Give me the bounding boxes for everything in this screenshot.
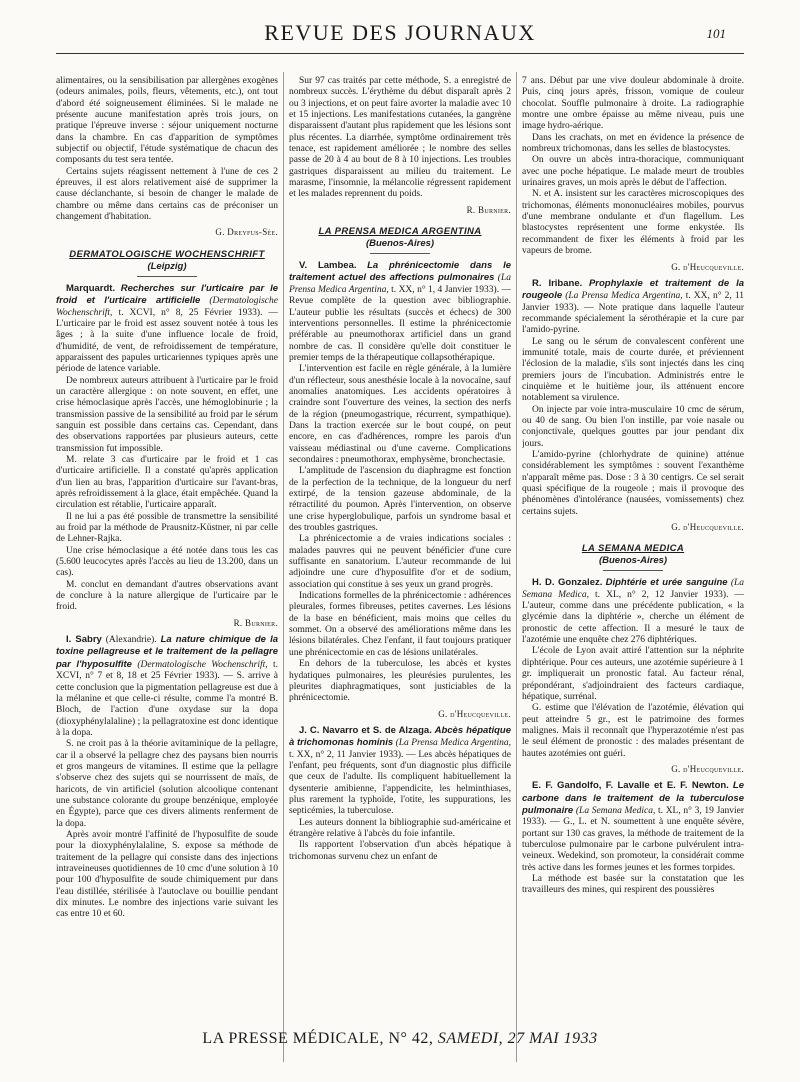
paragraph: 7 ans. Début par une vive douleur abdominale à droite. Puis, cinq jours après, frisson, vomique de couleur chocolat. Souffle pulmonaire à droite. La radiographie montre une ombre épaisse au même niveau, puis une image hydro-aérique. (522, 76, 744, 132)
journal-title: LA SEMANA MEDICA (581, 543, 685, 555)
journal-heading (289, 226, 511, 254)
paragraph: Ils rapportent l'observation d'un abcès hépatique à trichomonas survenu chez un enfant de (289, 840, 511, 862)
article-abstract (56, 634, 278, 739)
article-author: Marquardt. (66, 282, 116, 294)
paragraph: alimentaires, ou la sensibilisation par allergènes exogènes (odeurs animales, poils, fleurs, vêtements, etc.), ont tout d'abord été soigneusement éliminées. Si le malade ne présente aucune manifestation après trois jours, on pratique l'épreuve inverse : séjour uniquement nocturne dans la chambre. En cas d'apparition de symptômes subjectif ou objectif, l'étude systématique de chacun des composants du test sera tentée. (56, 76, 278, 166)
article-source: (La Semana Medica, (522, 578, 744, 600)
paragraph: Il ne lui a pas été possible de transmettre la sensibilité au froid par la méthode de Prausnitz-Küstner, ni par celle de Lehner-Rajka. (56, 511, 278, 545)
article-title: Abcès hépatique à trichomonas hominis (289, 724, 511, 749)
article-title: Prophylaxie et traitement de la rougeole (522, 277, 744, 302)
paragraph: S. ne croit pas à la théorie avitaminique de la pellagre, car il a observé la pellagre chez des paysans bien nourris et gros mangeurs de vitamines. Il estime que la pellagre s'observe chez des sujets qui se nourrissent de maïs, de haricots, de vin artificiel (solution alcoolique contenant une substance colorante du groupe benzénique, employée en Égypte), parce que ces divers aliments renferment de la dopa. (56, 739, 278, 829)
column-divider (516, 72, 517, 1062)
page-number: 101 (706, 26, 726, 41)
page-header-title: REVUE DES JOURNAUX (264, 20, 536, 45)
paragraph: L'amplitude de l'ascension du diaphragme est fonction de la perfection de la technique, de la longueur du nerf extirpé, de la tension gazeuse abdominale, de la rétractilité du poumon. Après l'intervention, on observe une crise hyperglobulique, parfois un syndrome basal et des troubles gastriques. (289, 466, 511, 534)
journal-city: (Buenos-Aires) (598, 555, 668, 567)
journal-heading (522, 543, 744, 571)
article-body: t. XL, n° 2, 12 Janvier 1933). — L'auteur, comme dans une précédente publication, « la glycémie dans la diphtérie », cherche un élément de pronostic de cette affection. Il a mesuré le taux de l'azotémie une enquête chez 276 diphtériques. (522, 589, 744, 646)
article-title: Diphtérie et urée sanguine (605, 577, 728, 589)
author-signature: R. Burnier. (466, 204, 511, 215)
text-column-2 (289, 76, 511, 1061)
section-rule (603, 570, 663, 571)
article-abstract (522, 780, 744, 874)
journal-city: (Buenos-Aires) (365, 238, 435, 250)
article-body: t. XCVI, n° 8, 25 Février 1933). — L'urticaire par le froid est assez souvent notée à tous les âges ; à la suite d'une influence locale de froid, d'humidité, de vent, de refroidissement de température, apparaissent des papules urticariennes typiques après une période de latence variable. (56, 307, 278, 375)
paragraph: La phrénicectomie a de vraies indications sociales : malades pauvres qui ne peuvent bénéficier d'une cure suffisante en sanatorium. L'auteur recommande de lui adjoindre une cure d'hyposulfite d'or et de sodium, association qui constitue à ses yeux un grand progrès. (289, 534, 511, 590)
paragraph: La méthode est basée sur la constatation que les travailleurs des mines, qui respirent des poussières (522, 874, 744, 896)
paragraph: L'intervention est facile en règle générale, à la lumière d'un réflecteur, sous anesthésie locale à la novocaïne, sauf anomalies anatomiques. Les accidents opératoires à craindre sont l'ouverture des veines, la section des nerfs de la région (pneumogastrique, récurrent, sympathique). Dans la traction exercée sur le bout coupé, on peut encore, en cas d'adhérences, rompre les parois d'un vaisseau médiastinal ou d'une caverne. Complications secondaires : pneumothorax, emphysème, bronchectasie. (289, 364, 511, 465)
section-rule (370, 253, 430, 254)
column-divider (283, 72, 284, 1062)
article-author: V. Lambea. (299, 260, 357, 272)
author-signature: G. Dreyfus-Sée. (215, 227, 278, 238)
article-body: t. XX, n° 2, 11 Janvier 1933). — Note pratique dans laquelle l'auteur recommande spécialement la sérothérapie et la cure par l'amido-pyrine. (522, 291, 744, 336)
article-source: (La Prensa Medica Argentina, (395, 738, 511, 749)
article-source: (La Prensa Medica Argentina, (565, 291, 683, 302)
paragraph: On injecte par voie intra-musculaire 10 cmc de sérum, ou 40 de sang. Ou bien l'on instille, par voie nasale ou conjonctivale, quelques gouttes par jour pendant dix jours. (522, 404, 744, 449)
author-signature: G. d'Heucqueville. (671, 522, 744, 533)
footer-journal: LA PRESSE MÉDICALE, N° 42, (202, 1030, 434, 1047)
article-source: (La Prensa Medica Argentina, (289, 273, 511, 295)
paragraph: Indications formelles de la phrénicectomie : adhérences pleurales, formes fibreuses, petites cavernes. Les lésions de la base en bénéficient, mais moins que celles du sommet. On a observé des améliorations même dans les lésions bilatérales. Chez l'enfant, il faut toujours pratiquer une phrénicectomie en cas de lésions unilatérales. (289, 591, 511, 658)
article-title: Recherches sur l'urticaire par le froid et l'urticaire artificielle (56, 282, 278, 307)
article-author-location: (Alexandrie). (101, 635, 157, 646)
footer-date: SAMEDI, 27 MAI 1933 (437, 1030, 598, 1047)
journal-title: LA PRENSA MEDICA ARGENTINA (318, 226, 482, 238)
author-signature: G. d'Heucqueville. (671, 763, 744, 774)
paragraph: G. estime que l'élévation de l'azotémie, élévation qui peut atteindre 5 gr., est le patrimoine des formes malignes. Mais il reconnaît que l'hyperazotémie n'est pas le seul élément de pronostic : des malades présentant de hautes azotémies ont guéri. (522, 703, 744, 759)
paragraph: Certains sujets réagissent nettement à l'une de ces 2 épreuves, il est alors relativement aisé de supprimer la cause déclanchante, si besoin de changer le malade de chambre ou même dans certains cas de préconiser un changement d'habitation. (56, 166, 278, 223)
paragraph: M. relate 3 cas d'urticaire par le froid et 1 cas d'urticaire artificielle. Il a constaté qu'après application d'un lien au bras, l'apparition d'urticaire sur l'avant-bras, après refroidissement à la glace, était empêchée. Quand la circulation est rétablie, l'urticaire apparaît. (56, 454, 278, 511)
paragraph: L'école de Lyon avait attiré l'attention sur la néphrite diphtérique. Pour ces auteurs, une azotémie supérieure à 1 gr. impliquerait un pronostic fatal. Au facteur rénal, prépondérant, s'adjoindraient des facteurs cardiaque, hépatique, surrénal. (522, 646, 744, 702)
paragraph: Les auteurs donnent la bibliographie sud-américaine et étrangère relative à l'abcès du foie infantile. (289, 817, 511, 839)
paragraph: En dehors de la tuberculose, les abcès et kystes hydatiques pulmonaires, les pleurésies purulentes, les pleurites diaphragmatiques, sont justiciables de la phrénicectomie. (289, 659, 511, 704)
article-body: t. XL, n° 3, 19 Janvier 1933). — G., L. et N. soumettent à une enquête sévère, portant sur 130 cas graves, la méthode de traitement de la tuberculose pulmonaire par le carbone pulvérulent intra-veineux. Wedekind, son promoteur, la considérait comme très active dans les formes jeunes et les formes torpides. (522, 805, 744, 873)
article-title: La nature chimique de la toxine pellagreuse et le traitement de la pellagre par l'hyposulfite (56, 634, 278, 670)
page-footer (0, 1030, 800, 1048)
journal-heading (56, 249, 278, 277)
paragraph: On ouvre un abcès intra-thoracique, communiquant avec une poche hépatique. Le malade meurt de troubles urinaires graves, un mois après le début de l'affection. (522, 155, 744, 189)
journal-title: DERMATOLOGISCHE WOCHENSCHRIFT (69, 248, 265, 260)
article-body: t. XCVI, n° 7 et 8, 18 et 25 Février 1933). — S. arrive à cette conclusion que la pigmentation pellagreuse est due à la mélanine et que celle-ci résulte, comme l'a montré B. Bloch, de l'action d'une oxydase sur la dopa (dioxyphénylalaline) ; la pellagratoxine est donc identique à la dopa. (56, 659, 278, 738)
journal-city: (Leipzig) (147, 260, 187, 272)
article-body: t. XX, n° 1, 4 Janvier 1933). — Revue complète de la question avec bibliographie. L'auteur publie les résultats (succès et échecs) de 300 interventions personnelles. Il estime la phrénicectomie préférable au pneumothorax artificiel dans un grand nombre de cas. Il considère qu'elle doit constituer le premier temps de la thérapeutique collapsothérapique. (289, 284, 511, 363)
paragraph: Une crise hémoclasique a été notée dans tous les cas (5.600 leucocytes après l'accès au lieu de 13.200, dans un cas). (56, 545, 278, 579)
article-author: J. C. Navarro et S. de Alzaga. (299, 724, 432, 736)
article-author: R. Iribane. (532, 277, 583, 289)
text-column-1 (56, 76, 278, 1061)
article-body: t. XX, n° 2, 11 Janvier 1933). — Les abcès hépatiques de l'enfant, peu fréquents, sont d'un diagnostic plus difficile que ceux de l'adulte. Ils compliquent habituellement la dysenterie amibienne, l'appendicite, les helminthiases, plus rarement la typhoïde, l'otite, les suppurations, les septicémies, la tuberculose. (289, 749, 511, 817)
article-source: (Dermatologische Wochenschrift, (137, 659, 268, 670)
article-abstract (522, 278, 744, 337)
article-abstract (289, 725, 511, 818)
paragraph: De nombreux auteurs attribuent à l'urticaire par le froid un caractère allergique : on note souvent, en effet, une crise hémoclasique après l'accès, une hémoglobinurie ; la transmission passive de la sensibilité au froid par le sérum sanguin est possible dans certains cas. Cependant, dans des observations rapportées par plusieurs auteurs, cette transmission fut impossible. (56, 375, 278, 454)
article-author: I. Sabry (66, 634, 102, 646)
paragraph: N. et A. insistent sur les caractères microscopiques des trichomonas, éléments mononucléaires mobiles, pourvus d'une membrane ondulante et d'un flagellum. Les blastocystes représentent une forme enkystée. Ils recommandent de fixer les éléments à froid par les vapeurs de brome. (522, 189, 744, 257)
paragraph: L'amido-pyrine (chlorhydrate de quinine) atténue considérablement les symptômes : souvent l'exanthème n'apparaît même pas. Dose : 3 à 30 centigrs. Ce sel serait quasi spécifique de la rougeole ; mais il provoque des phénomènes d'intolérance (nausées, vomissements) chez certains sujets. (522, 450, 744, 517)
paragraph: Dans les crachats, on met en évidence la présence de nombreux trichomonas, dans les selles de blastocystes. (522, 132, 744, 155)
article-abstract (56, 283, 278, 376)
paragraph: Après avoir montré l'affinité de l'hyposulfite de soude pour la dioxyphénylalaline, S. expose sa méthode de traitement de la pellagre qui consiste dans des injections intraveineuses quotidiennes de 10 cmc d'une solution à 10 pour 100 d'hyposulfite de soude chimiquement pur dans l'eau distillée, stérilisée à l'autoclave ou bouillie pendant dix minutes. Le nombre des injections varie suivant les cas entre 10 et 60. (56, 829, 278, 920)
author-signature: G. d'Heucqueville. (671, 261, 744, 272)
article-abstract (289, 260, 511, 364)
paragraph: M. conclut en demandant d'autres observations avant de conclure à la nature allergique de l'urticaire par le froid. (56, 579, 278, 613)
paragraph: Sur 97 cas traités par cette méthode, S. a enregistré de nombreux succès. L'érythème du début disparaît après 2 ou 3 injections, et on peut faire avorter la maladie avec 10 et 15 injections. Les manifestations cutanées, la gangrène disparaissent d'autant plus rapidement que les lésions sont plus récentes. La diarrhée, symptôme ordinairement très tenace, est rapidement améliorée ; le nombre des selles passe de 20 à 4 au bout de 8 à 10 injections. Les troubles gastriques disparaissent au milieu du traitement. Le marasme, l'insomnie, la mélancolie régressent rapidement et les malades reprennent du poids. (289, 76, 511, 200)
article-abstract (522, 577, 744, 646)
author-signature: R. Burnier. (233, 617, 278, 628)
article-source: (La Semana Medica, (575, 805, 656, 816)
section-rule (137, 276, 197, 277)
article-title: La phrénicectomie dans le traitement actuel des affections pulmonaires (289, 260, 511, 284)
author-signature: G. d'Heucqueville. (438, 708, 511, 719)
header-rule (56, 53, 744, 54)
paragraph: Le sang ou le sérum de convalescent confèrent une immunité totale, mais de courte durée, et préviennent l'éclosion de la maladie, s'ils sont injectés dans les cinq premiers jours de l'incubation. Administrés entre le cinquième et le huitième jour, ils atténuent encore notablement sa virulence. (522, 336, 744, 404)
article-title: Le carbone dans le traitement de la tuberculose pulmonaire (522, 780, 744, 816)
article-author: E. F. Gandolfo, F. Lavalle et E. F. Newton. (532, 780, 729, 792)
article-author: H. D. Gonzalez. (532, 577, 603, 589)
article-source: (Dermatologische Wochenschrift, (56, 296, 278, 318)
text-column-3 (522, 76, 744, 1061)
